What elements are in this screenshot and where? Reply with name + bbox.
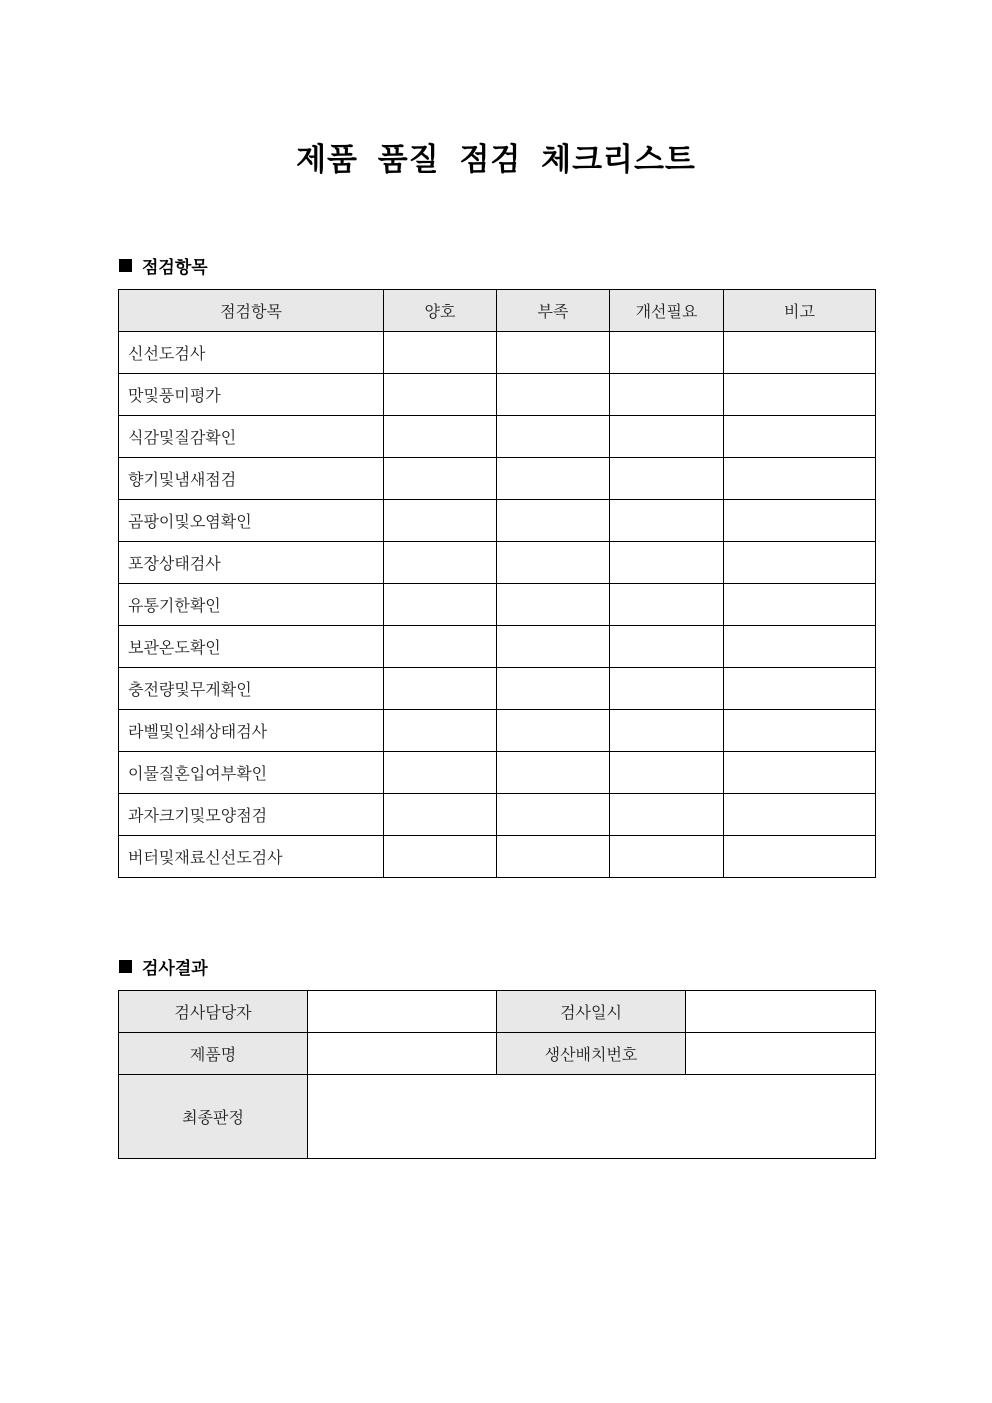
item-name-cell: 충전량및무게확인 bbox=[119, 668, 384, 710]
section-heading-inspection-items bbox=[119, 253, 208, 278]
needs-improvement-check-cell[interactable] bbox=[610, 374, 724, 416]
item-name-cell: 유통기한확인 bbox=[119, 584, 384, 626]
table-row bbox=[119, 710, 876, 752]
good-check-cell[interactable] bbox=[384, 332, 497, 374]
needs-improvement-check-cell[interactable] bbox=[610, 542, 724, 584]
good-check-cell[interactable] bbox=[384, 374, 497, 416]
good-check-cell[interactable] bbox=[384, 458, 497, 500]
insufficient-check-cell[interactable] bbox=[497, 794, 610, 836]
remarks-cell[interactable] bbox=[724, 332, 876, 374]
inspection-date-label: 검사일시 bbox=[497, 991, 686, 1033]
inspection-result-table bbox=[118, 990, 876, 1159]
remarks-cell[interactable] bbox=[724, 668, 876, 710]
remarks-cell[interactable] bbox=[724, 752, 876, 794]
insufficient-check-cell[interactable] bbox=[497, 668, 610, 710]
good-check-cell[interactable] bbox=[384, 752, 497, 794]
table-row bbox=[119, 332, 876, 374]
insufficient-check-cell[interactable] bbox=[497, 584, 610, 626]
document-title: 제품 품질 점검 체크리스트 bbox=[296, 142, 696, 178]
table-row bbox=[119, 794, 876, 836]
needs-improvement-check-cell[interactable] bbox=[610, 584, 724, 626]
remarks-cell[interactable] bbox=[724, 500, 876, 542]
needs-improvement-check-cell[interactable] bbox=[610, 836, 724, 878]
column-header-insufficient: 부족 bbox=[497, 290, 610, 332]
needs-improvement-check-cell[interactable] bbox=[610, 626, 724, 668]
remarks-cell[interactable] bbox=[724, 584, 876, 626]
product-name-field[interactable] bbox=[308, 1033, 497, 1075]
remarks-cell[interactable] bbox=[724, 374, 876, 416]
item-name-cell: 곰팡이및오염확인 bbox=[119, 500, 384, 542]
good-check-cell[interactable] bbox=[384, 542, 497, 584]
good-check-cell[interactable] bbox=[384, 710, 497, 752]
good-check-cell[interactable] bbox=[384, 668, 497, 710]
good-check-cell[interactable] bbox=[384, 836, 497, 878]
good-check-cell[interactable] bbox=[384, 500, 497, 542]
insufficient-check-cell[interactable] bbox=[497, 626, 610, 668]
insufficient-check-cell[interactable] bbox=[497, 500, 610, 542]
insufficient-check-cell[interactable] bbox=[497, 374, 610, 416]
remarks-cell[interactable] bbox=[724, 542, 876, 584]
inspector-field[interactable] bbox=[308, 991, 497, 1033]
remarks-cell[interactable] bbox=[724, 626, 876, 668]
section-heading-inspection-result bbox=[119, 954, 208, 979]
table-row bbox=[119, 1075, 876, 1159]
column-header-needs-improvement: 개선필요 bbox=[610, 290, 724, 332]
needs-improvement-check-cell[interactable] bbox=[610, 416, 724, 458]
table-row bbox=[119, 668, 876, 710]
item-name-cell: 라벨및인쇄상태검사 bbox=[119, 710, 384, 752]
needs-improvement-check-cell[interactable] bbox=[610, 710, 724, 752]
needs-improvement-check-cell[interactable] bbox=[610, 668, 724, 710]
remarks-cell[interactable] bbox=[724, 710, 876, 752]
table-row bbox=[119, 374, 876, 416]
good-check-cell[interactable] bbox=[384, 794, 497, 836]
column-header-item: 점검항목 bbox=[119, 290, 384, 332]
square-bullet-icon bbox=[119, 259, 132, 272]
needs-improvement-check-cell[interactable] bbox=[610, 794, 724, 836]
item-name-cell: 버터및재료신선도검사 bbox=[119, 836, 384, 878]
table-row bbox=[119, 836, 876, 878]
item-name-cell: 향기및냄새점검 bbox=[119, 458, 384, 500]
item-name-cell: 보관온도확인 bbox=[119, 626, 384, 668]
item-name-cell: 포장상태검사 bbox=[119, 542, 384, 584]
table-row bbox=[119, 458, 876, 500]
section-heading-label: 점검항목 bbox=[142, 258, 208, 278]
table-row bbox=[119, 542, 876, 584]
column-header-good: 양호 bbox=[384, 290, 497, 332]
needs-improvement-check-cell[interactable] bbox=[610, 458, 724, 500]
insufficient-check-cell[interactable] bbox=[497, 836, 610, 878]
section-heading-label: 검사결과 bbox=[142, 959, 208, 979]
column-header-remarks: 비고 bbox=[724, 290, 876, 332]
item-name-cell: 맛및풍미평가 bbox=[119, 374, 384, 416]
inspection-items-table bbox=[118, 289, 876, 878]
good-check-cell[interactable] bbox=[384, 416, 497, 458]
remarks-cell[interactable] bbox=[724, 836, 876, 878]
insufficient-check-cell[interactable] bbox=[497, 458, 610, 500]
needs-improvement-check-cell[interactable] bbox=[610, 500, 724, 542]
inspector-label: 검사담당자 bbox=[119, 991, 308, 1033]
table-row bbox=[119, 1033, 876, 1075]
item-name-cell: 과자크기및모양점검 bbox=[119, 794, 384, 836]
inspection-date-field[interactable] bbox=[686, 991, 876, 1033]
needs-improvement-check-cell[interactable] bbox=[610, 752, 724, 794]
good-check-cell[interactable] bbox=[384, 584, 497, 626]
final-judgment-field[interactable] bbox=[308, 1075, 876, 1159]
needs-improvement-check-cell[interactable] bbox=[610, 332, 724, 374]
product-name-label: 제품명 bbox=[119, 1033, 308, 1075]
insufficient-check-cell[interactable] bbox=[497, 542, 610, 584]
final-judgment-label: 최종판정 bbox=[119, 1075, 308, 1159]
insufficient-check-cell[interactable] bbox=[497, 332, 610, 374]
square-bullet-icon bbox=[119, 960, 132, 973]
table-row bbox=[119, 416, 876, 458]
insufficient-check-cell[interactable] bbox=[497, 752, 610, 794]
item-name-cell: 식감및질감확인 bbox=[119, 416, 384, 458]
table-row bbox=[119, 626, 876, 668]
table-row bbox=[119, 500, 876, 542]
batch-number-field[interactable] bbox=[686, 1033, 876, 1075]
remarks-cell[interactable] bbox=[724, 458, 876, 500]
table-row bbox=[119, 991, 876, 1033]
remarks-cell[interactable] bbox=[724, 416, 876, 458]
batch-number-label: 생산배치번호 bbox=[497, 1033, 686, 1075]
item-name-cell: 이물질혼입여부확인 bbox=[119, 752, 384, 794]
table-header-row bbox=[119, 290, 876, 332]
insufficient-check-cell[interactable] bbox=[497, 416, 610, 458]
good-check-cell[interactable] bbox=[384, 626, 497, 668]
table-row bbox=[119, 752, 876, 794]
remarks-cell[interactable] bbox=[724, 794, 876, 836]
item-name-cell: 신선도검사 bbox=[119, 332, 384, 374]
insufficient-check-cell[interactable] bbox=[497, 710, 610, 752]
table-row bbox=[119, 584, 876, 626]
